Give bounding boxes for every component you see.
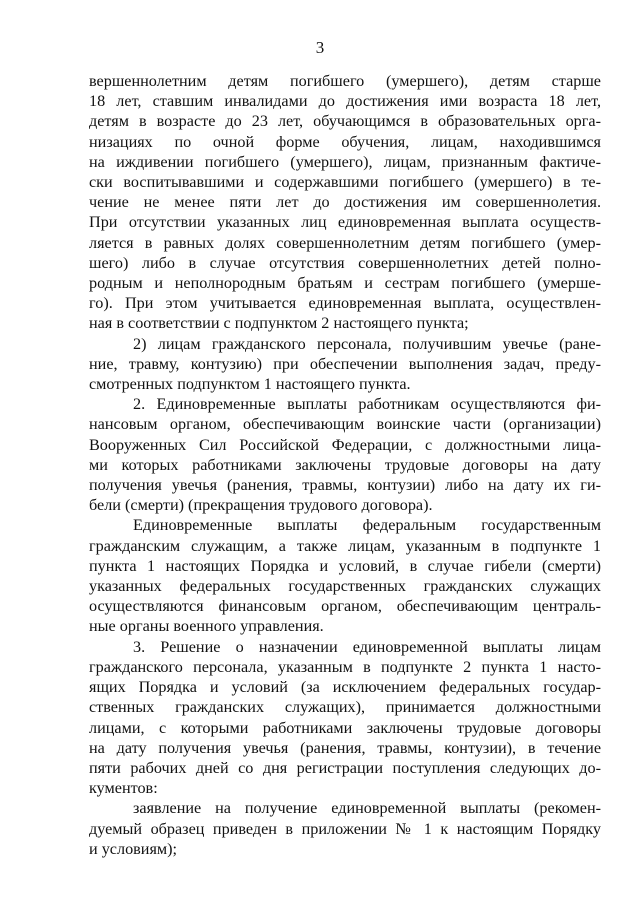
text-line: ственных гражданских служащих), принимается должностными — [89, 698, 601, 717]
text-line: 2) лицам гражданского персонала, получившим увечье (ране- — [133, 334, 601, 353]
paragraph-1-continuation — [89, 71, 601, 334]
text-line: 18 лет, ставшим инвалидами до достижения ими возраста 18 лет, — [89, 92, 601, 111]
text-line: гражданского персонала, указанным в подпункте 2 пункта 1 насто- — [89, 657, 601, 676]
text-line: получения увечья (ранения, травмы, контузии) либо на дату их ги- — [89, 476, 601, 495]
page-number: 3 — [315, 38, 325, 57]
text-line: ски воспитывавшими и содержавшими погибшего (умершего) в те- — [89, 173, 601, 192]
paragraph-item-2 — [89, 394, 601, 515]
text-line: пункта 1 настоящих Порядка и условий, в случае гибели (смерти) — [89, 556, 601, 575]
text-line: Единовременные выплаты федеральным государственным — [133, 516, 601, 535]
text-line: низациях по очной форме обучения, лицам, находившимся — [89, 132, 601, 151]
text-line: 2. Единовременные выплаты работникам осуществляются фи- — [133, 395, 601, 414]
text-line: ние, травму, контузию) при обеспечении выполнения задач, преду- — [89, 354, 601, 373]
document-body — [89, 71, 601, 859]
text-line: на иждивении погибшего (умершего), лицам, признанным фактиче- — [89, 152, 601, 171]
text-line: 3. Решение о назначении единовременной выплаты лицам — [133, 637, 601, 656]
text-line: ные органы военного управления. — [89, 617, 324, 636]
paragraph-civil-servants — [89, 515, 601, 636]
text-line: ящих Порядка и условий (за исключением федеральных государ- — [89, 678, 601, 697]
text-line: бели (смерти) (прекращения трудового договора). — [89, 496, 433, 515]
text-line: лицами, с которыми работниками заключены трудовые договоры — [89, 718, 601, 737]
text-line: осуществляются финансовым органом, обеспечивающим централь- — [89, 597, 601, 616]
text-line: чение не менее пяти лет до достижения им совершеннолетия. — [89, 193, 601, 212]
text-line: Вооруженных Сил Российской Федерации, с должностными лица- — [89, 435, 601, 454]
text-line: смотренных подпунктом 1 настоящего пункта. — [89, 375, 411, 394]
text-line: гражданским служащим, а также лицам, указанным в подпункте 1 — [89, 536, 601, 555]
text-line: указанных федеральных государственных гражданских служащих — [89, 577, 601, 596]
text-line: ляется в равных долях совершеннолетним детям погибшего (умер- — [89, 233, 601, 252]
text-line: пяти рабочих дней со дня регистрации поступления следующих до- — [89, 758, 601, 777]
text-line: ми которых работниками заключены трудовые договоры на дату — [89, 455, 601, 474]
paragraph-subitem-2 — [89, 334, 601, 395]
paragraph-item-3 — [89, 637, 601, 799]
text-line: При отсутствии указанных лиц единовременная выплата осуществ- — [89, 213, 601, 232]
text-line: ная в соответствии с подпунктом 2 настоящего пункта; — [89, 314, 469, 333]
text-line: нансовым органом, обеспечивающим воинские части (организации) — [89, 415, 601, 434]
text-line: го). При этом учитывается единовременная выплата, осуществлен- — [89, 294, 601, 313]
text-line: детям в возрасте до 23 лет, обучающимся в образовательных орга- — [89, 112, 601, 131]
text-line: заявление на получение единовременной выплаты (рекомен- — [133, 799, 601, 818]
text-line: и условиям); — [89, 839, 178, 858]
text-line: кументов: — [89, 779, 158, 798]
text-line: вершеннолетним детям погибшего (умершего), детям старше — [89, 72, 601, 90]
paragraph-application-doc — [89, 798, 601, 859]
text-line: на дату получения увечья (ранения, травмы, контузии), в течение — [89, 738, 601, 757]
text-line: родным и неполнородным братьям и сестрам погибшего (умерше- — [89, 274, 601, 293]
text-line: шего) либо в случае отсутствия совершеннолетних детей полно- — [89, 253, 601, 272]
text-line: дуемый образец приведен в приложении № 1 к настоящим Порядку — [89, 819, 601, 838]
